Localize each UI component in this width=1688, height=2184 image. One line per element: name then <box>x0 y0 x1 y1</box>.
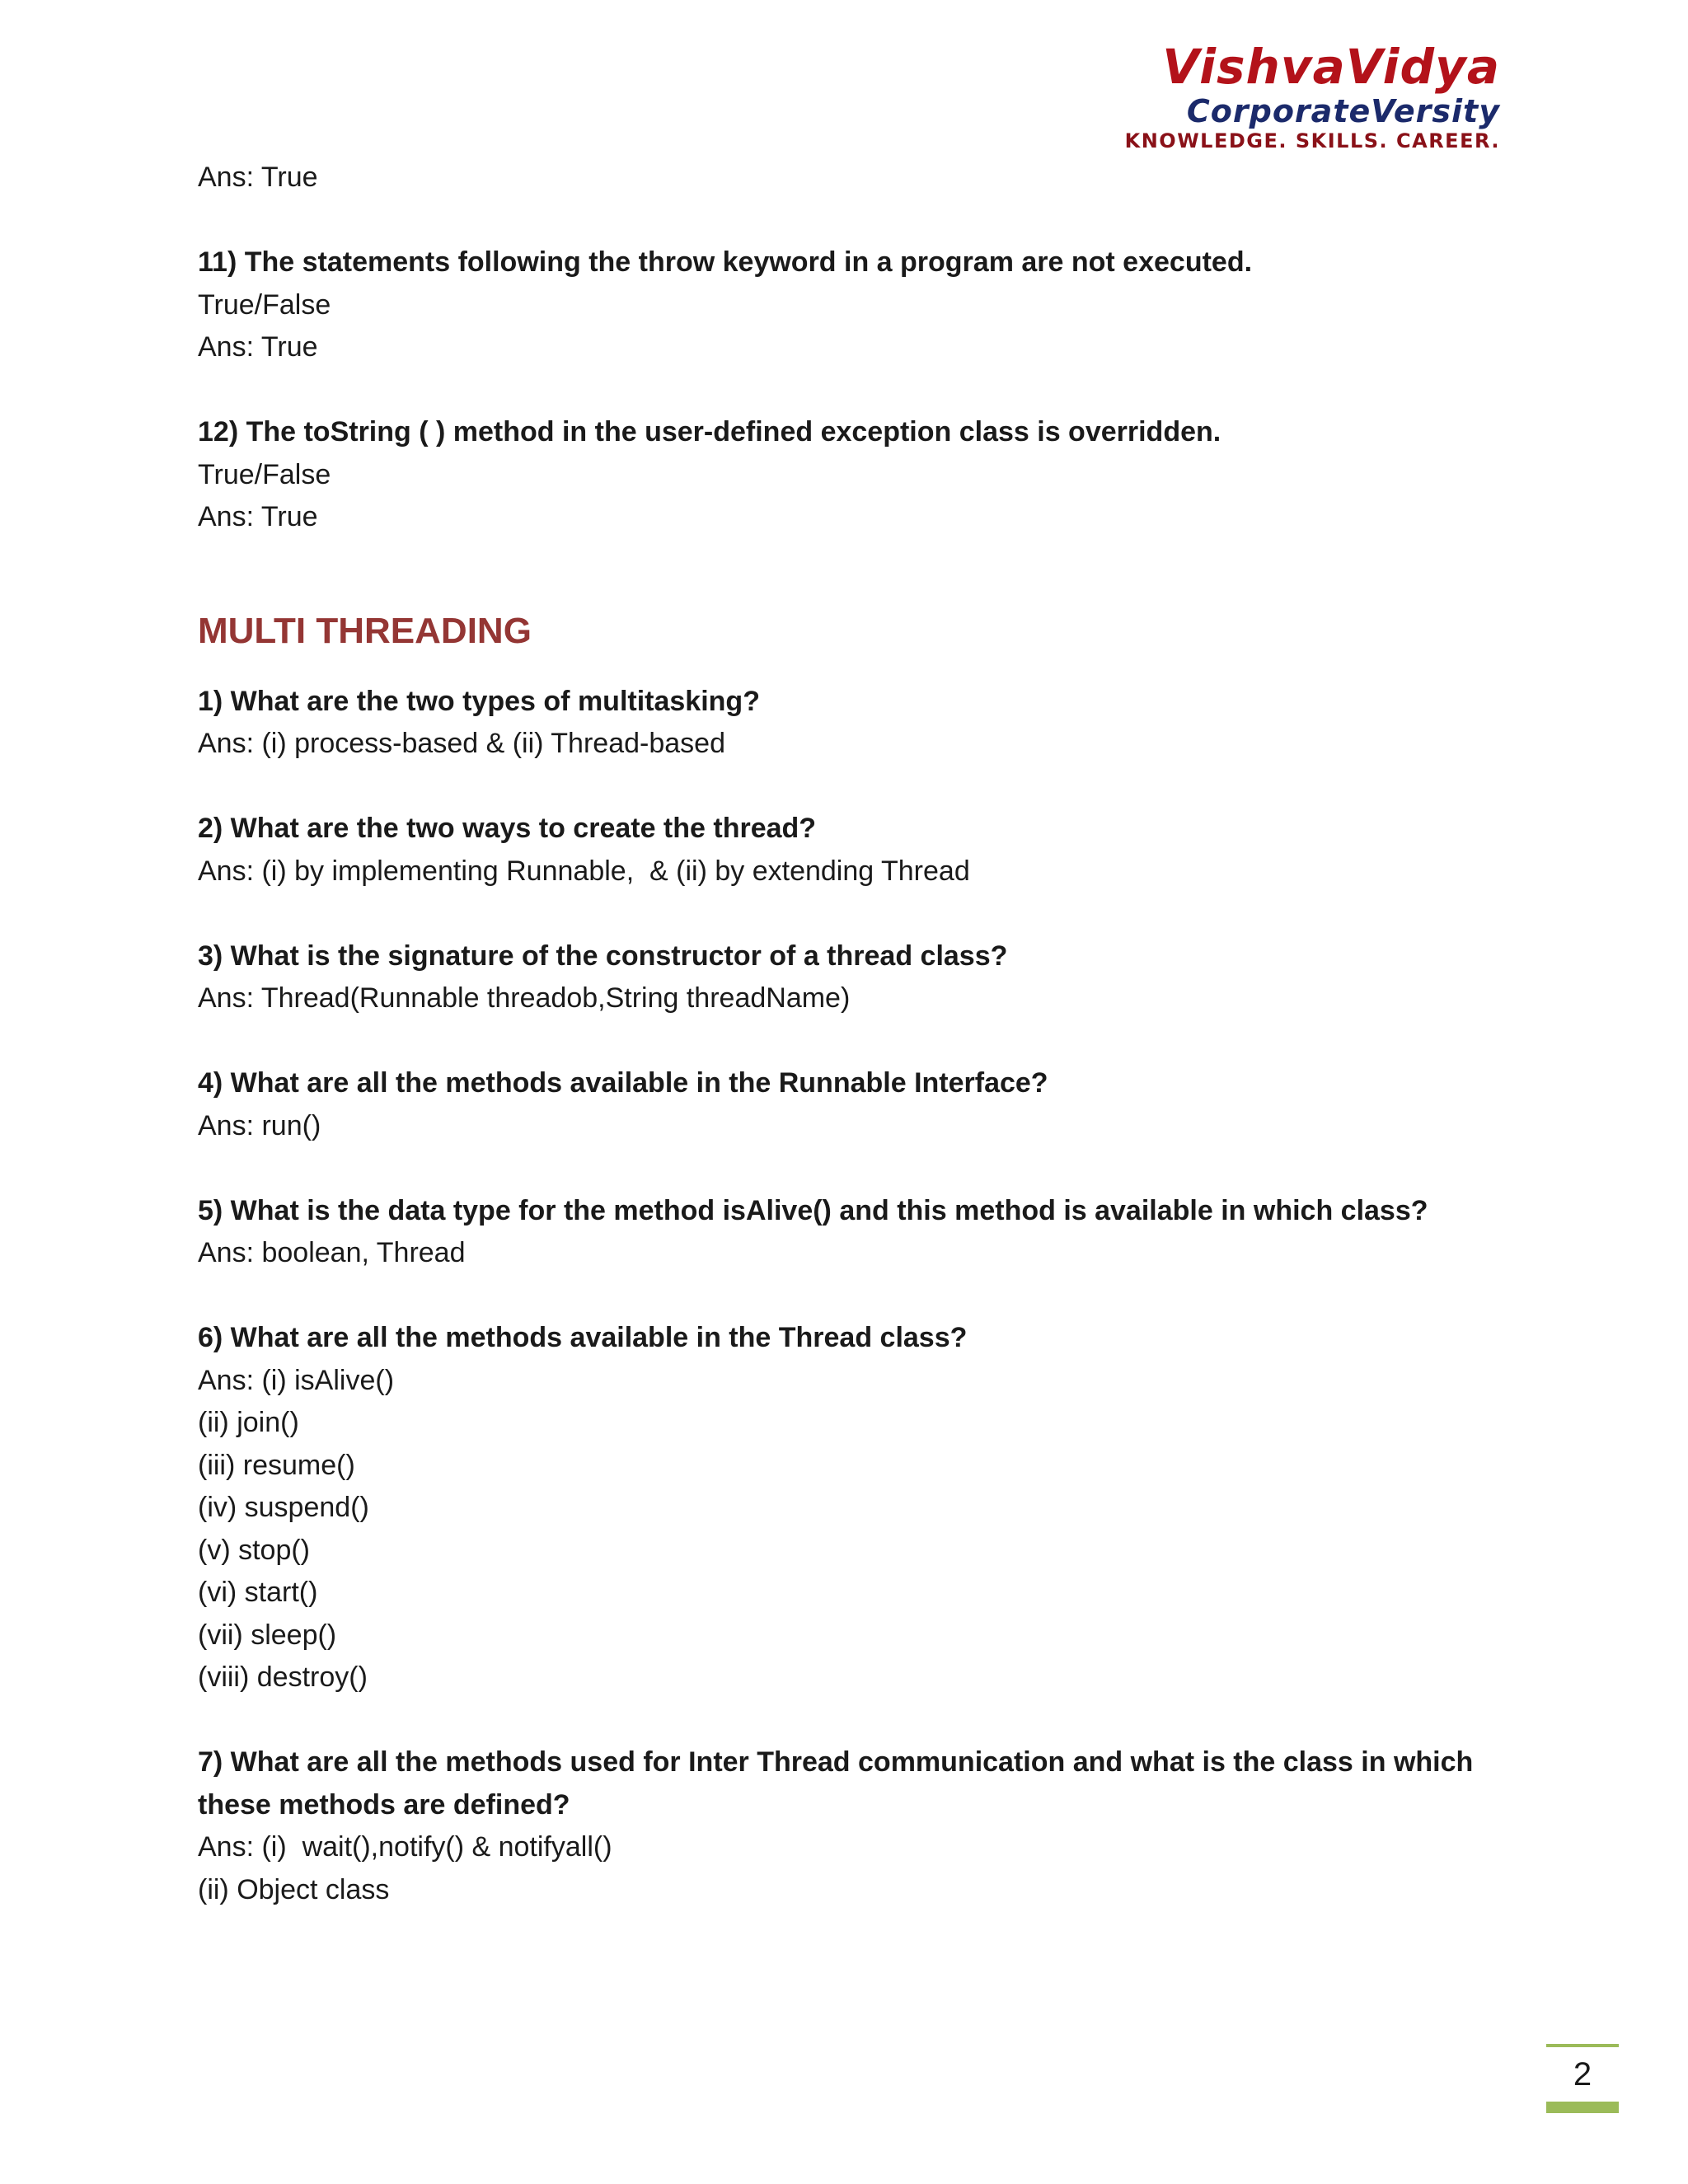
mt-question-2 <box>198 808 1517 893</box>
document-body <box>198 157 1517 1911</box>
answer-line: (ii) join() <box>198 1407 299 1438</box>
mt-question-3 <box>198 935 1517 1020</box>
answer-line: Ans: (i) isAlive() <box>198 1364 395 1396</box>
answer-line: (iii) resume() <box>198 1449 355 1481</box>
answer-line: Ans: (i) wait(),notify() & notifyall() <box>198 1831 612 1863</box>
answer-line: Ans: True <box>198 501 318 532</box>
question-text: 4) What are all the methods available in the Runnable Interface? <box>198 1067 1048 1099</box>
logo-subtitle: CorporateVersity <box>1186 93 1500 129</box>
page-number: 2 <box>1573 2056 1592 2093</box>
vishvavidya-logo <box>1104 40 1500 155</box>
exception-question-12 <box>198 411 1517 539</box>
page-number-bottom-bar <box>1546 2102 1619 2113</box>
answer-line: Ans: (i) by implementing Runnable, & (ii) by extending Thread <box>198 855 970 887</box>
question-text: 12) The toString ( ) method in the user-defined exception class is overridden. <box>198 416 1221 448</box>
answer-line: Ans: True <box>198 331 318 363</box>
answer-line: Ans: Thread(Runnable threadob,String threadName) <box>198 982 851 1014</box>
answer-line: (v) stop() <box>198 1534 310 1566</box>
question-text: 5) What is the data type for the method isAlive() and this method is available in which class? <box>198 1194 1428 1226</box>
section-heading: MULTI THREADING <box>198 610 532 651</box>
answer-line: Ans: boolean, Thread <box>198 1237 466 1268</box>
mt-question-5 <box>198 1190 1517 1275</box>
answer-line: (ii) Object class <box>198 1873 390 1905</box>
mt-question-6 <box>198 1317 1517 1699</box>
answer-line: (vi) start() <box>198 1577 318 1608</box>
answer-line: (viii) destroy() <box>198 1661 368 1693</box>
answer-line: Ans: (i) process-based & (ii) Thread-based <box>198 728 725 759</box>
exception-question-11 <box>198 241 1517 369</box>
question-text: 3) What is the signature of the constructor of a thread class? <box>198 940 1008 972</box>
options-text: True/False <box>198 288 331 321</box>
answer-line: Ans: True <box>198 162 318 193</box>
answer-line: Ans: run() <box>198 1109 321 1141</box>
mt-question-7 <box>198 1741 1517 1911</box>
options-text: True/False <box>198 458 331 490</box>
question-text: 6) What are all the methods available in the Thread class? <box>198 1322 968 1353</box>
question-text: 11) The statements following the throw keyword in a program are not executed. <box>198 246 1253 278</box>
logo-brand: VishvaVidya <box>1162 39 1500 95</box>
question-text: 7) What are all the methods used for Inter Thread communication and what is the class in which these methods are defined? <box>198 1746 1474 1821</box>
answer-line: (vii) sleep() <box>198 1619 337 1651</box>
mt-question-1 <box>198 681 1517 766</box>
logo-tagline: KNOWLEDGE. SKILLS. CAREER. <box>1124 129 1500 152</box>
mt-question-4 <box>198 1062 1517 1147</box>
page-number-box <box>1546 2044 1619 2110</box>
page-number-top-rule <box>1546 2044 1619 2047</box>
question-text: 1) What are the two types of multitasking? <box>198 685 760 717</box>
question-text: 2) What are the two ways to create the thread? <box>198 813 817 844</box>
answer-line: (iv) suspend() <box>198 1492 369 1523</box>
